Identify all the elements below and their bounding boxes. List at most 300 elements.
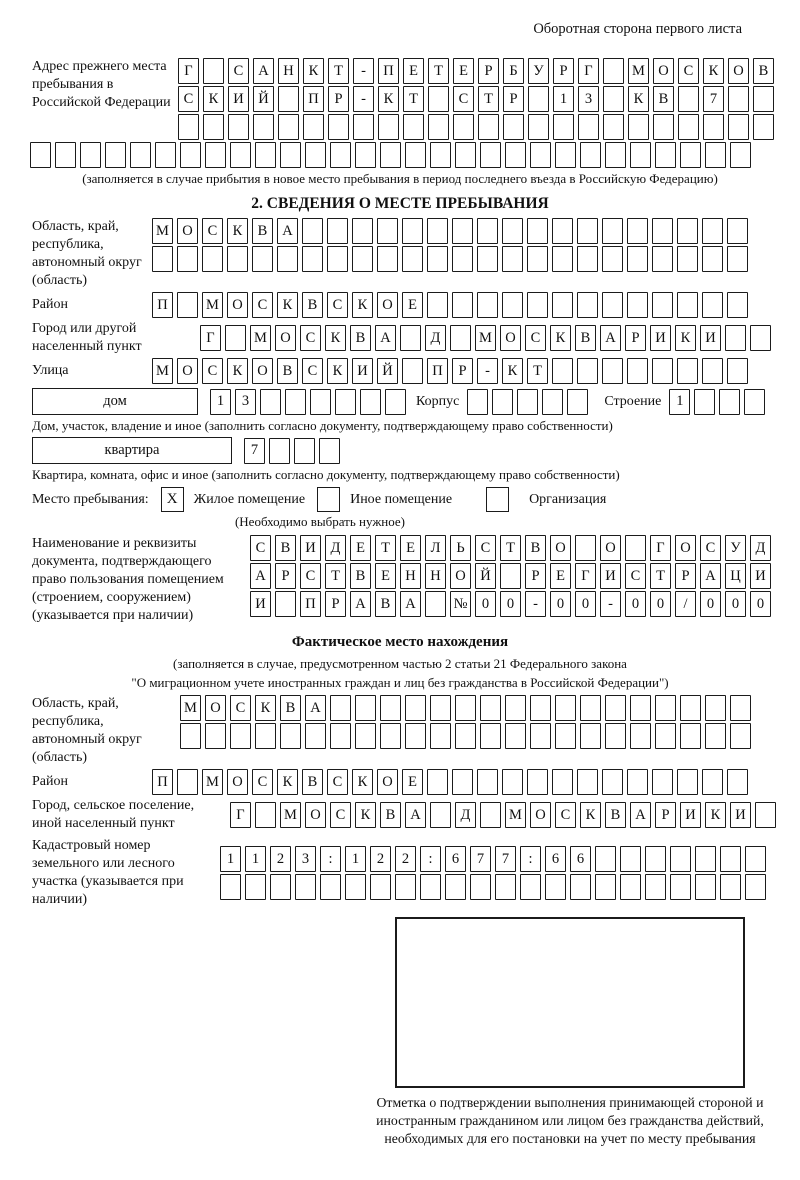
char-cell[interactable] [402,218,423,244]
char-cell[interactable]: С [700,535,721,561]
char-cell[interactable] [645,846,666,872]
char-cell[interactable] [455,142,476,168]
char-cell[interactable]: 6 [570,846,591,872]
char-cell[interactable]: О [177,358,198,384]
char-cell[interactable] [530,723,551,749]
char-cell[interactable] [730,695,751,721]
char-cell[interactable] [745,846,766,872]
char-cell[interactable] [577,292,598,318]
char-cell[interactable]: 6 [545,846,566,872]
char-cell[interactable]: В [525,535,546,561]
char-cell[interactable] [502,292,523,318]
char-cell[interactable] [403,114,424,140]
char-cell[interactable] [467,389,488,415]
char-cell[interactable] [652,358,673,384]
char-cell[interactable] [277,246,298,272]
char-cell[interactable]: О [252,358,273,384]
char-cell[interactable] [345,874,366,900]
char-cell[interactable] [255,802,276,828]
char-cell[interactable] [425,591,446,617]
char-cell[interactable]: 6 [445,846,466,872]
char-cell[interactable] [670,874,691,900]
char-cell[interactable]: О [377,769,398,795]
char-cell[interactable]: М [180,695,201,721]
char-cell[interactable]: И [680,802,701,828]
char-cell[interactable]: П [300,591,321,617]
char-cell[interactable]: Т [478,86,499,112]
char-cell[interactable]: Д [750,535,771,561]
char-cell[interactable] [517,389,538,415]
char-cell[interactable] [678,86,699,112]
char-cell[interactable] [603,86,624,112]
char-cell[interactable] [605,723,626,749]
char-cell[interactable] [655,142,676,168]
char-cell[interactable] [178,114,199,140]
char-cell[interactable] [177,769,198,795]
char-cell[interactable] [352,218,373,244]
char-cell[interactable]: 1 [553,86,574,112]
char-cell[interactable] [702,246,723,272]
char-cell[interactable]: К [550,325,571,351]
char-cell[interactable]: С [525,325,546,351]
char-cell[interactable] [705,695,726,721]
char-cell[interactable] [652,769,673,795]
char-cell[interactable]: Е [375,563,396,589]
char-cell[interactable]: Н [400,563,421,589]
char-cell[interactable]: К [203,86,224,112]
char-cell[interactable] [480,142,501,168]
char-cell[interactable] [270,874,291,900]
char-cell[interactable] [527,292,548,318]
char-cell[interactable] [450,325,471,351]
char-cell[interactable] [627,769,648,795]
char-cell[interactable] [727,292,748,318]
char-cell[interactable]: К [675,325,696,351]
char-cell[interactable]: Р [525,563,546,589]
char-cell[interactable] [530,695,551,721]
char-cell[interactable]: А [350,591,371,617]
char-cell[interactable]: К [705,802,726,828]
char-cell[interactable]: К [327,358,348,384]
char-cell[interactable] [577,769,598,795]
char-cell[interactable] [580,695,601,721]
char-cell[interactable]: П [378,58,399,84]
char-cell[interactable] [728,86,749,112]
char-cell[interactable]: С [252,769,273,795]
char-cell[interactable]: М [505,802,526,828]
char-cell[interactable] [385,389,406,415]
char-cell[interactable]: О [305,802,326,828]
char-cell[interactable] [577,218,598,244]
char-cell[interactable]: Д [425,325,446,351]
char-cell[interactable] [405,723,426,749]
char-cell[interactable]: К [277,292,298,318]
char-cell[interactable] [327,218,348,244]
char-cell[interactable] [555,695,576,721]
char-cell[interactable] [80,142,101,168]
char-cell[interactable]: 1 [220,846,241,872]
char-cell[interactable] [553,114,574,140]
char-cell[interactable]: К [303,58,324,84]
char-cell[interactable]: К [227,358,248,384]
char-cell[interactable]: Р [275,563,296,589]
char-cell[interactable] [677,246,698,272]
char-cell[interactable] [567,389,588,415]
char-cell[interactable]: 1 [669,389,690,415]
char-cell[interactable] [430,695,451,721]
char-cell[interactable]: М [250,325,271,351]
char-cell[interactable] [427,292,448,318]
char-cell[interactable] [430,723,451,749]
char-cell[interactable] [380,695,401,721]
char-cell[interactable] [377,218,398,244]
char-cell[interactable] [330,695,351,721]
char-cell[interactable] [155,142,176,168]
char-cell[interactable]: И [750,563,771,589]
char-cell[interactable] [255,723,276,749]
char-cell[interactable] [542,389,563,415]
char-cell[interactable]: Е [550,563,571,589]
char-cell[interactable]: Л [425,535,446,561]
char-cell[interactable]: 0 [550,591,571,617]
char-cell[interactable] [477,246,498,272]
char-cell[interactable]: О [500,325,521,351]
char-cell[interactable]: Г [575,563,596,589]
char-cell[interactable]: 2 [270,846,291,872]
char-cell[interactable]: : [320,846,341,872]
char-cell[interactable]: С [678,58,699,84]
char-cell[interactable]: Д [325,535,346,561]
char-cell[interactable] [452,246,473,272]
char-cell[interactable] [294,438,315,464]
char-cell[interactable] [230,142,251,168]
char-cell[interactable]: Е [403,58,424,84]
char-cell[interactable] [705,142,726,168]
char-cell[interactable]: О [600,535,621,561]
char-cell[interactable] [528,86,549,112]
char-cell[interactable]: Р [675,563,696,589]
char-cell[interactable] [580,723,601,749]
char-cell[interactable]: В [280,695,301,721]
char-cell[interactable] [452,292,473,318]
char-cell[interactable] [695,874,716,900]
char-cell[interactable] [745,874,766,900]
char-cell[interactable] [602,358,623,384]
char-cell[interactable]: С [555,802,576,828]
char-cell[interactable] [380,142,401,168]
char-cell[interactable] [228,114,249,140]
char-cell[interactable]: Р [503,86,524,112]
char-cell[interactable] [203,114,224,140]
char-cell[interactable] [352,246,373,272]
char-cell[interactable]: - [353,86,374,112]
char-cell[interactable]: 1 [210,389,231,415]
char-cell[interactable] [302,246,323,272]
char-cell[interactable]: Т [328,58,349,84]
char-cell[interactable] [580,142,601,168]
char-cell[interactable]: С [625,563,646,589]
char-cell[interactable] [655,723,676,749]
char-cell[interactable] [353,114,374,140]
char-cell[interactable] [480,723,501,749]
char-cell[interactable] [30,142,51,168]
char-cell[interactable] [577,358,598,384]
char-cell[interactable] [620,874,641,900]
char-cell[interactable]: С [178,86,199,112]
char-cell[interactable] [545,874,566,900]
char-cell[interactable]: У [725,535,746,561]
char-cell[interactable] [130,142,151,168]
char-cell[interactable] [503,114,524,140]
char-cell[interactable]: О [205,695,226,721]
char-cell[interactable]: Е [402,292,423,318]
char-cell[interactable]: В [380,802,401,828]
char-cell[interactable] [730,142,751,168]
char-cell[interactable] [502,769,523,795]
char-cell[interactable] [730,723,751,749]
char-cell[interactable]: А [700,563,721,589]
char-cell[interactable]: 7 [703,86,724,112]
char-cell[interactable] [725,325,746,351]
char-cell[interactable]: - [525,591,546,617]
char-cell[interactable] [652,246,673,272]
char-cell[interactable]: Р [625,325,646,351]
char-cell[interactable]: 3 [295,846,316,872]
char-cell[interactable]: К [325,325,346,351]
char-cell[interactable]: 2 [370,846,391,872]
char-cell[interactable] [578,114,599,140]
char-cell[interactable]: В [653,86,674,112]
char-cell[interactable] [370,874,391,900]
char-cell[interactable] [670,846,691,872]
char-cell[interactable] [355,723,376,749]
char-cell[interactable] [402,246,423,272]
char-cell[interactable] [552,218,573,244]
char-cell[interactable] [630,695,651,721]
char-cell[interactable]: О [275,325,296,351]
char-cell[interactable]: В [252,218,273,244]
char-cell[interactable] [295,874,316,900]
char-cell[interactable] [430,802,451,828]
char-cell[interactable] [605,142,626,168]
char-cell[interactable] [428,114,449,140]
char-cell[interactable]: М [202,292,223,318]
char-cell[interactable] [253,114,274,140]
char-cell[interactable]: А [253,58,274,84]
char-cell[interactable] [319,438,340,464]
char-cell[interactable]: Г [578,58,599,84]
char-cell[interactable]: Ц [725,563,746,589]
char-cell[interactable] [595,846,616,872]
char-cell[interactable]: А [375,325,396,351]
char-cell[interactable] [727,218,748,244]
char-cell[interactable]: 0 [625,591,646,617]
char-cell[interactable]: О [675,535,696,561]
char-cell[interactable]: И [700,325,721,351]
char-cell[interactable] [602,769,623,795]
char-cell[interactable] [680,723,701,749]
char-cell[interactable] [278,86,299,112]
char-cell[interactable] [427,246,448,272]
char-cell[interactable] [702,292,723,318]
char-cell[interactable] [530,142,551,168]
char-cell[interactable] [405,142,426,168]
char-cell[interactable] [552,358,573,384]
char-cell[interactable]: С [327,769,348,795]
char-cell[interactable]: Т [428,58,449,84]
char-cell[interactable]: М [280,802,301,828]
char-cell[interactable]: В [302,769,323,795]
char-cell[interactable]: К [277,769,298,795]
char-cell[interactable] [602,218,623,244]
char-cell[interactable] [744,389,765,415]
char-cell[interactable]: К [227,218,248,244]
char-cell[interactable]: Р [325,591,346,617]
char-cell[interactable]: Й [475,563,496,589]
char-cell[interactable]: В [753,58,774,84]
char-cell[interactable]: В [350,563,371,589]
char-cell[interactable] [280,142,301,168]
char-cell[interactable]: Е [453,58,474,84]
char-cell[interactable]: Г [200,325,221,351]
char-cell[interactable]: Д [455,802,476,828]
char-cell[interactable]: 1 [345,846,366,872]
char-cell[interactable] [755,802,776,828]
char-cell[interactable]: И [730,802,751,828]
char-cell[interactable]: В [605,802,626,828]
char-cell[interactable] [180,723,201,749]
char-cell[interactable]: 0 [650,591,671,617]
char-cell[interactable]: Т [325,563,346,589]
char-cell[interactable]: Г [230,802,251,828]
char-cell[interactable]: К [378,86,399,112]
char-cell[interactable] [500,563,521,589]
char-cell[interactable]: С [330,802,351,828]
char-cell[interactable] [702,358,723,384]
char-cell[interactable]: С [300,325,321,351]
char-cell[interactable] [727,246,748,272]
char-cell[interactable]: - [600,591,621,617]
char-cell[interactable] [627,358,648,384]
char-cell[interactable] [570,874,591,900]
char-cell[interactable]: А [305,695,326,721]
char-cell[interactable] [152,246,173,272]
char-cell[interactable] [630,142,651,168]
char-cell[interactable] [505,695,526,721]
char-cell[interactable] [395,874,416,900]
char-cell[interactable] [720,846,741,872]
char-cell[interactable] [527,246,548,272]
char-cell[interactable] [427,218,448,244]
char-cell[interactable] [727,769,748,795]
char-cell[interactable]: С [250,535,271,561]
checkbox-organization[interactable] [486,487,509,512]
char-cell[interactable] [269,438,290,464]
char-cell[interactable] [225,325,246,351]
char-cell[interactable] [205,142,226,168]
char-cell[interactable]: : [520,846,541,872]
char-cell[interactable] [677,769,698,795]
char-cell[interactable]: С [475,535,496,561]
char-cell[interactable] [452,769,473,795]
char-cell[interactable]: 0 [575,591,596,617]
char-cell[interactable] [455,723,476,749]
char-cell[interactable]: М [202,769,223,795]
char-cell[interactable]: Й [377,358,398,384]
char-cell[interactable] [477,769,498,795]
char-cell[interactable]: К [580,802,601,828]
char-cell[interactable] [477,218,498,244]
char-cell[interactable] [285,389,306,415]
char-cell[interactable] [428,86,449,112]
char-cell[interactable]: Е [400,535,421,561]
char-cell[interactable]: А [630,802,651,828]
char-cell[interactable]: О [450,563,471,589]
char-cell[interactable] [720,874,741,900]
char-cell[interactable]: Р [452,358,473,384]
char-cell[interactable]: К [355,802,376,828]
char-cell[interactable] [180,142,201,168]
char-cell[interactable] [55,142,76,168]
char-cell[interactable]: / [675,591,696,617]
char-cell[interactable]: И [300,535,321,561]
char-cell[interactable]: 0 [700,591,721,617]
char-cell[interactable] [280,723,301,749]
char-cell[interactable] [630,723,651,749]
char-cell[interactable]: 0 [500,591,521,617]
char-cell[interactable]: А [277,218,298,244]
char-cell[interactable]: М [628,58,649,84]
char-cell[interactable] [705,723,726,749]
char-cell[interactable] [728,114,749,140]
char-cell[interactable] [627,218,648,244]
char-cell[interactable] [400,325,421,351]
char-cell[interactable] [627,292,648,318]
char-cell[interactable]: В [575,325,596,351]
char-cell[interactable]: П [152,292,173,318]
char-cell[interactable]: К [255,695,276,721]
char-cell[interactable] [245,874,266,900]
char-cell[interactable] [753,86,774,112]
char-cell[interactable]: Р [328,86,349,112]
char-cell[interactable] [177,246,198,272]
char-cell[interactable]: 7 [470,846,491,872]
char-cell[interactable] [327,246,348,272]
char-cell[interactable] [302,218,323,244]
char-cell[interactable] [627,246,648,272]
char-cell[interactable] [575,535,596,561]
char-cell[interactable] [677,292,698,318]
char-cell[interactable] [227,246,248,272]
char-cell[interactable]: О [177,218,198,244]
char-cell[interactable]: 2 [395,846,416,872]
char-cell[interactable]: А [600,325,621,351]
char-cell[interactable] [703,114,724,140]
char-cell[interactable] [552,769,573,795]
char-cell[interactable] [680,142,701,168]
char-cell[interactable] [695,846,716,872]
char-cell[interactable] [527,769,548,795]
char-cell[interactable] [260,389,281,415]
char-cell[interactable] [505,142,526,168]
char-cell[interactable] [478,114,499,140]
char-cell[interactable] [177,292,198,318]
char-cell[interactable] [727,358,748,384]
char-cell[interactable]: К [352,769,373,795]
char-cell[interactable]: И [650,325,671,351]
char-cell[interactable] [452,218,473,244]
char-cell[interactable] [230,723,251,749]
